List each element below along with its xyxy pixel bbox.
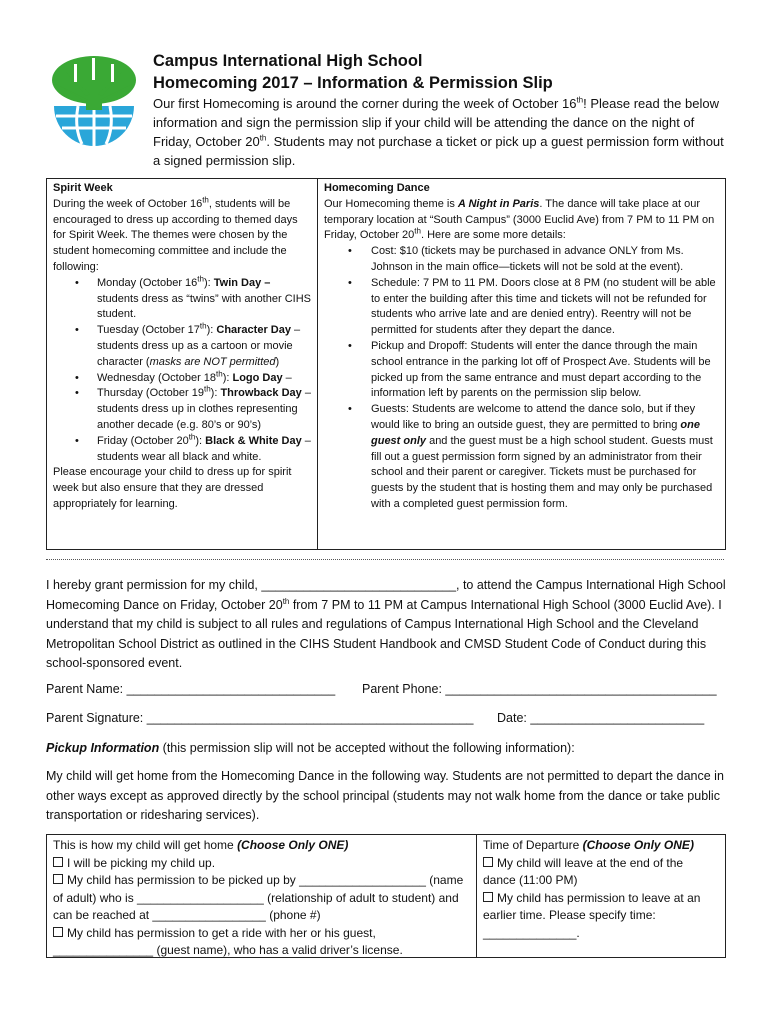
- checkbox-icon[interactable]: [53, 927, 63, 937]
- list-item: • Monday (October 16th): Twin Day – students dress as “twins” with another CIHS student.: [53, 276, 311, 323]
- checkbox-icon[interactable]: [483, 857, 493, 867]
- checkbox-icon[interactable]: [483, 892, 493, 902]
- option-guest-ride[interactable]: My child has permission to get a ride with her or his guest, _______________ (guest name), who has a valid driver’s license.: [53, 925, 403, 957]
- spirit-week-cell: [47, 179, 318, 549]
- list-item: • Schedule: 7 PM to 11 PM. Doors close at 8 PM (no student will be able to enter the building after this time and tickets will not be refunded for students who arrive late and are denied entry). Reentry will not be permitted for students after they depart the dance.: [324, 276, 719, 339]
- school-logo-icon: [46, 50, 142, 150]
- option-self-pickup[interactable]: I will be picking my child up.: [53, 855, 470, 873]
- dance-details-list: [324, 244, 719, 513]
- header: [153, 50, 733, 94]
- list-item: • Thursday (October 19th): Throwback Day – students dress up in clothes representing another decade (e.g. 80’s or 90’s): [53, 386, 311, 433]
- departure-choice-cell: [477, 835, 725, 957]
- parent-name-field[interactable]: Parent Name: ______________________________: [46, 682, 336, 696]
- list-item: • Wednesday (October 18th): Logo Day –: [53, 371, 311, 387]
- homecoming-dance-cell: [318, 179, 725, 549]
- spirit-week-heading: Spirit Week: [53, 182, 113, 194]
- option-end-of-dance[interactable]: My child will leave at the end of the dance (11:00 PM): [483, 855, 684, 887]
- dance-intro: Our Homecoming theme is A Night in Paris. The dance will take place at our temporary location at “South Campus” (3000 Euclid Ave) from 7 PM to 11 PM on Friday, October 20th. Here are some more details:: [324, 197, 715, 242]
- checkbox-icon[interactable]: [53, 857, 63, 867]
- list-item: • Friday (October 20th): Black & White Day – students wear all black and white.: [53, 434, 311, 466]
- page-subtitle: Homecoming 2017 – Information & Permission Slip: [153, 74, 553, 92]
- list-item: • Guests: Students are welcome to attend the dance solo, but if they would like to bring an outside guest, they are permitted to bring one guest only and the guest must be a high school student. Guests must fill out a guest permission form signed by an administrator from their school and their parent or caregiver. Tickets must be purchased for guests by the student that is hosting them and may only be purchased with a completed guest permission form.: [324, 402, 719, 513]
- page-title: Campus International High School: [153, 52, 423, 70]
- spirit-week-intro: During the week of October 16th, students will be encouraged to dress up according to themed days for Spirit Week. The themes were chosen by the student homecoming committee and include the following:: [53, 195, 298, 273]
- cut-line-divider: [46, 559, 724, 560]
- option-adult-pickup[interactable]: My child has permission to be picked up by ___________________ (name of adult) who is ___________________ (relationship of adult to student) and can be reached at _________________ (phone #): [53, 873, 464, 922]
- list-item: • Pickup and Dropoff: Students will enter the dance through the main school entrance in the parking lot off of Prospect Ave. Students will be picked up from the same entrance and must depart according to the information left by parents on the permission slip below.: [324, 339, 719, 402]
- checkbox-icon[interactable]: [53, 874, 63, 884]
- spirit-days-list: [53, 276, 311, 466]
- spirit-week-closing: Please encourage your child to dress up for spirit week but also ensure that they are dressed appropriately for learning.: [53, 466, 292, 510]
- intro-paragraph: Our first Homecoming is around the corner during the week of October 16th! Please read the below information and sign the permission slip if your child will be attending the dance on the night of Friday, October 20th. Students may not purchase a ticket or pick up a guest permission form without a signed permission slip.: [153, 95, 724, 168]
- transport-choice-cell: [47, 835, 477, 957]
- parent-signature-field[interactable]: Parent Signature: _______________________________________________: [46, 711, 474, 725]
- pickup-choice-table: [46, 834, 726, 958]
- departure-heading: Time of Departure (Choose Only ONE): [483, 838, 694, 852]
- permission-statement: I hereby grant permission for my child, ____________________________, to attend the Campus International High School Homecoming Dance on Friday, October 20th from 7 PM to 11 PM at Campus International High School (3000 Euclid Ave). I understand that my child is subject to all rules and regulations of Campus International High School and the Cleveland Metropolitan School District as outlined in the CIHS Student Handbook and CMSD Student Code of Conduct during this school-sponsored event.: [46, 578, 726, 670]
- pickup-info-text: My child will get home from the Homecoming Dance in the following way. Students are not permitted to depart the dance in other ways except as approved directly by the school principal (students may not walk home from the dance or take public transportation or ridesharing services).: [46, 769, 724, 822]
- date-field[interactable]: Date: _________________________: [497, 711, 705, 725]
- info-table: [46, 178, 726, 550]
- list-item: • Cost: $10 (tickets may be purchased in advance ONLY from Ms. Johnson in the main office—tickets will not be sold at the event).: [324, 244, 719, 276]
- parent-phone-field[interactable]: Parent Phone: _______________________________________: [362, 682, 717, 696]
- list-item: • Tuesday (October 17th): Character Day – students dress up as a cartoon or movie character (masks are NOT permitted): [53, 323, 311, 370]
- pickup-info-heading: Pickup Information (this permission slip will not be accepted without the following information):: [46, 741, 575, 755]
- transport-heading: This is how my child will get home (Choose Only ONE): [53, 838, 349, 852]
- option-early-leave[interactable]: My child has permission to leave at an earlier time. Please specify time:: [483, 890, 701, 922]
- early-time-blank[interactable]: ______________.: [483, 925, 580, 940]
- dance-heading: Homecoming Dance: [324, 182, 430, 194]
